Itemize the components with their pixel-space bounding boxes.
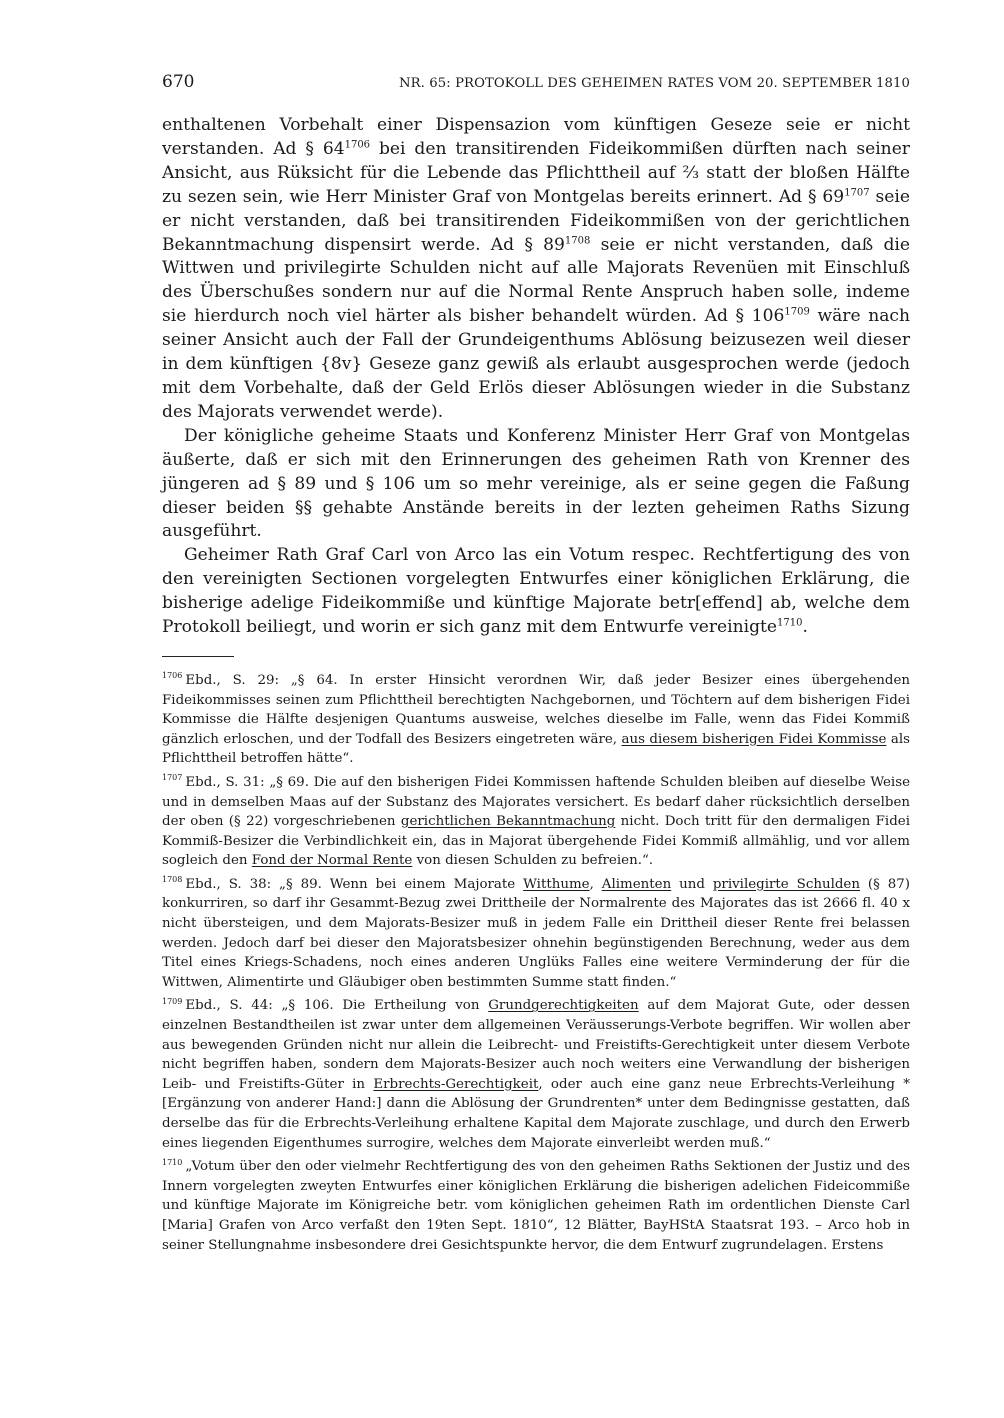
footnote-divider [162, 656, 234, 657]
page-number: 670 [162, 72, 195, 92]
underlined-quote: gerichtlichen Bekanntmachung [400, 814, 616, 830]
underlined-quote: Alimenten [601, 876, 672, 892]
underlined-quote: Witthume [523, 876, 590, 892]
underlined-quote: privilegirte Schulden [712, 876, 860, 892]
underlined-quote: Grundgerechtigkeiten [488, 998, 639, 1014]
footnote-ref-1708[interactable]: 1708 [564, 234, 591, 246]
document-page [162, 72, 910, 1259]
footnote-1706: $^{1706}$ Ebd., S. 29: „§ 64. In erster Hinsicht verordnen Wir, daß jeder Besizer eines übergehenden Fideikommisses seinen zum Pflichttheil berechtigten Nachgebornen, und Töchtern auf dem bisherigen Fidei Kommisse die Hälfte desjenigen Quantums ausweise, welches dieselbe im Falle, wenn das Fidei Kommiß gänzlich erloschen, und der Todfall des Besizers eingetreten wäre, aus diesem bisherigen Fidei Kommisse als Pflichttheil betroffen hätte“. [162, 671, 910, 767]
footnote-ref-1710[interactable]: 1710 [777, 617, 803, 629]
main-text [162, 114, 910, 640]
footnote-number: 1708 [162, 875, 183, 885]
footnote-1710: $^{1710}$ „Votum über den oder vielmehr Rechtfertigung des von den geheimen Raths Sektionen der Justiz und des Innern vorgelegten zweyten Entwurfes einer königlichen Erklärung die bisherigen adelichen Fideicommiße und künftige Majorate im Königreiche betr. vom königlichen geheimen Rath im ordentlichen Dienste Carl [Maria] Grafen von Arco verfaßt den 19ten Sept. 1810“, 12 Blätter, BayHStA Staatsrat 193. – Arco hob in seiner Stellungnahme insbesondere drei Gesichtspunkte hervor, die dem Entwurf zugrundelagen. Erstens [162, 1157, 910, 1253]
running-title: NR. 65: PROTOKOLL DES GEHEIMEN RATES VOM 20. SEPTEMBER 1810 [399, 76, 910, 91]
page-header [162, 72, 910, 92]
footnote-number: 1707 [162, 773, 183, 783]
underlined-quote: Erbrechts-Gerechtigkeit [373, 1076, 539, 1092]
footnote-ref-1707[interactable]: 1707 [844, 187, 870, 199]
underlined-quote: Fond der Normal Rente [251, 853, 413, 869]
footnote-ref-1706[interactable]: 1706 [344, 139, 371, 151]
underlined-quote: aus diesem bisherigen Fidei Kommisse [621, 731, 887, 747]
footnote-number: 1706 [162, 671, 183, 681]
footnote-1709: $^{1709}$ Ebd., S. 44: „§ 106. Die Ertheilung von Grundgerechtigkeiten auf dem Majorat Gute, oder dessen einzelnen Bestandtheilen ist zwar unter dem allgemeinen Veräusserungs-Verbote begriffen. Wir wollen aber aus bewegenden Gründen nicht nur allein die Leibrecht- und Freistifts-Gerechtigkeit unter diesem Verbote nicht begriffen haben, sondern dem Majorats-Besizer auch noch weiters eine Verwandlung der bisherigen Leib- und Freistifts-Güter in Erbrechts-Gerechtigkeit, oder auch eine ganz neue Erbrechts-Verleihung *[Ergänzung von anderer Hand:] dann die Ablösung der Grundrenten* unter dem Bedingnisse gestatten, daß derselbe das für die Erbrechts-Verleihung erhaltene Kapital dem Majorate zuschlage, und durch den Erwerb eines liegenden Eigenthumes surrogire, welches dem Majorate einverleibt werden muß.“ [162, 996, 911, 1151]
footnote-number: 1709 [162, 996, 183, 1006]
paragraph-2: Der königliche geheime Staats und Konferenz Minister Herr Graf von Montgelas äußerte, daß er sich mit den Erinnerungen des geheimen Rath von Krenner des jüngeren ad § 89 und § 106 um so mehr vereinige, als er seine gegen die Faßung dieser beiden §§ gehabte Anstände bereits in der lezten geheimen Raths Sizung ausgeführt. [162, 425, 910, 542]
footnote-ref-1709[interactable]: 1709 [784, 306, 810, 318]
footnote-1708: $^{1708}$ Ebd., S. 38: „§ 89. Wenn bei einem Majorate Witthume, Alimenten und privilegirte Schulden (§ 87) konkurriren, so darf ihr Gesammt-Bezug zwei Drittheile der Normalrente des Majorates das ist 2666 fl. 40 x nicht übersteigen, und dem Majorats-Besizer muß in jedem Falle ein Drittheil dieser Rente frei belassen werden. Jedoch darf bei dieser den Majoratsbesizer ohnehin begünstigenden Berechnung, weder aus dem Titel eines Kriegs-Schadens, noch eines anderen Unglüks Falles eine weitere Verminderung der für die Wittwen, Alimentirte und Gläubiger oben bestimmten Summe statt finden.“ [162, 875, 910, 990]
paragraph-1: enthaltenen Vorbehalt einer Dispensazion vom künftigen Geseze seie er nicht verstanden. Ad § $64^{1706}$ bei den transitirenden Fideikommißen dürften nach seiner Ansicht, aus Rüksicht für die Lebende das Pflichttheil auf ⅔ statt der bloßen Hälfte zu sezen sein, wie Herr Minister Graf von Montgelas bereits erinnert. Ad § $69^{1707}$ seie er nicht verstanden, daß bei transitirenden Fideikommißen von der gerichtlichen Bekanntmachung dispensirt werde. Ad § $89^{1708}$ seie er nicht verstanden, daß die Wittwen und privilegirte Schulden nicht auf alle Majorats Revenüen mit Einschluß des Überschußes sondern nur auf die Normal Rente Anspruch haben solle, indeme sie hierdurch noch viel härter als bisher behandelt würden. Ad § $106^{1709}$ wäre nach seiner Ansicht auch der Fall der Grundeigenthums Ablösung beizusezen weil dieser in dem künftigen {8v} Geseze ganz gewiß als erlaubt ausgesprochen werde (jedoch mit dem Vorbehalte, daß der Geld Erlös dieser Ablösungen wieder in die Substanz des Majorats verwendet werde). [162, 115, 910, 422]
footnotes [162, 671, 910, 1255]
footnote-number: 1710 [162, 1157, 183, 1167]
paragraph-3: Geheimer Rath Graf Carl von Arco las ein Votum respec. Rechtfertigung des von den vereinigten Sectionen vorgelegten Entwurfes einer königlichen Erklärung, die bisherige adelige Fideikommiße und künftige Majorate betr[effend] ab, welche dem Protokoll beiliegt, und worin er sich ganz mit dem Entwurfe vereinigte$^{1710}$. [162, 545, 910, 638]
footnote-1707: $^{1707}$ Ebd., S. 31: „§ 69. Die auf den bisherigen Fidei Kommissen haftende Schulden bleiben auf dieselbe Weise und in demselben Maas auf der Substanz des Majorates versichert. Es bedarf daher rücksichtlich derselben der oben (§ 22) vorgeschriebenen gerichtlichen Bekanntmachung nicht. Doch tritt für den dermaligen Fidei Kommiß-Besizer die Verbindlichkeit ein, das in Majorat übergehende Fidei Kommiß allmählig, und vor allem sogleich den Fond der Normal Rente von diesen Schulden zu befreien.“. [162, 773, 910, 869]
